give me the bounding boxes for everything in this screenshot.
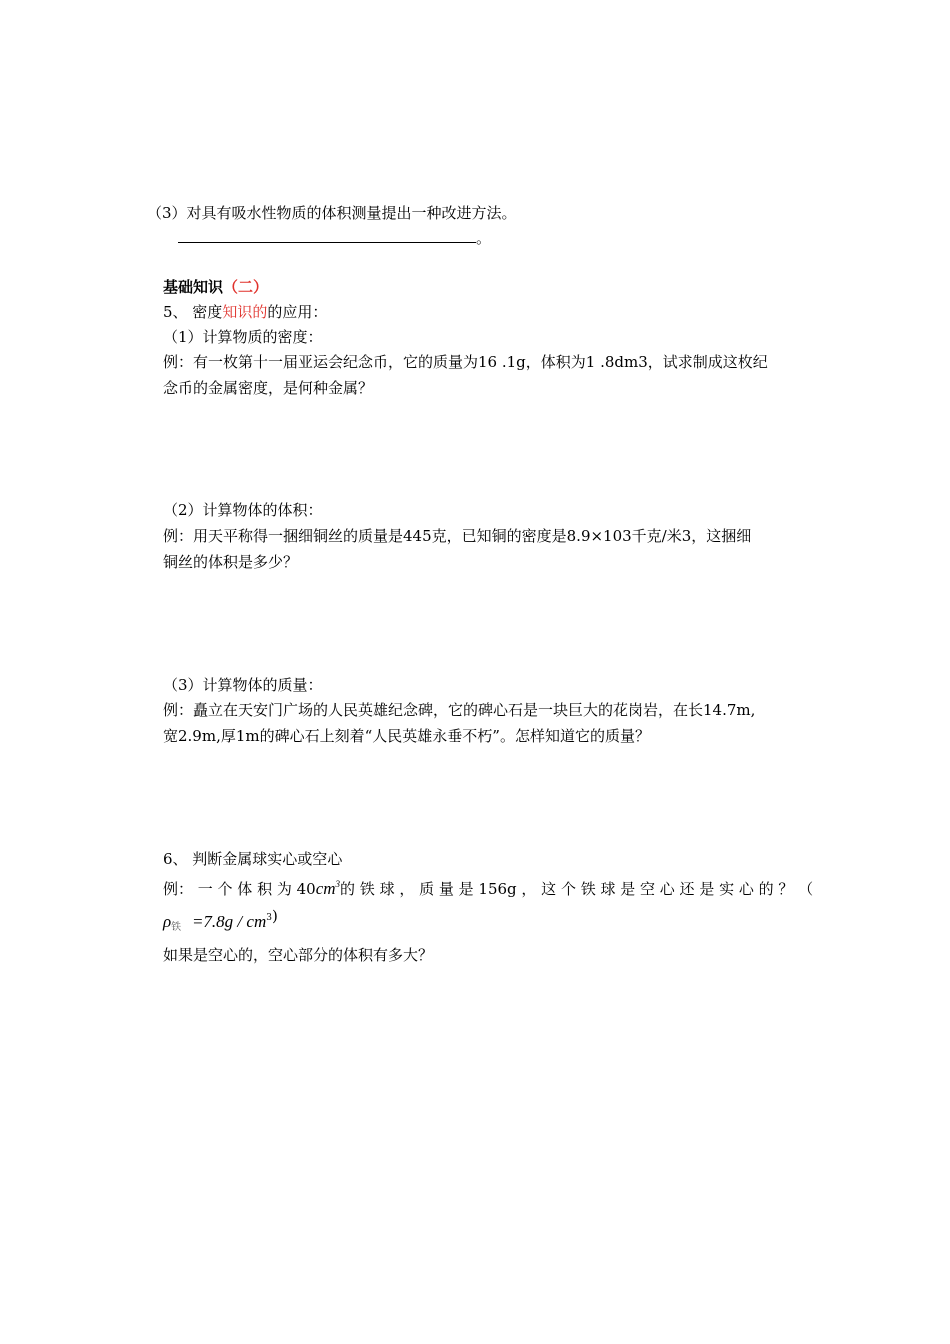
section-title-main: 基础知识: [163, 278, 224, 296]
sub-2-example-line-2: 铜丝的体积是多少？: [163, 553, 299, 571]
question-3-improve-method: （3）对具有吸水性物质的体积测量提出一种改进方法。: [147, 204, 517, 222]
sub-1-example-line-1: 例：有一枚第十一届亚运会纪念币，它的质量为16 .1g，体积为1 .8dm3，试求制成这枚纪: [163, 353, 768, 371]
sub-3-example-line-1: 例：矗立在天安门广场的人民英雄纪念碑，它的碑心石是一块巨大的花岗岩，在长14.7m,: [163, 701, 756, 719]
item-6-question: 如果是空心的，空心部分的体积有多大？: [163, 946, 434, 964]
sub-2-title: （2）计算物体的体积：: [163, 501, 323, 519]
volume-unit: [316, 879, 340, 898]
rho-subscript: 铁: [171, 922, 182, 933]
density-value: =7.8g / cm: [191, 912, 267, 931]
sub-3-title: （3）计算物体的质量：: [163, 676, 323, 694]
density-exponent: 3: [266, 913, 272, 923]
sub-1-example-line-2: 念币的金属密度，是何种金属？: [163, 379, 374, 397]
item-6-example-part-1: 例： 一 个 体 积 为 40: [163, 880, 316, 898]
volume-unit-exponent: 3: [335, 879, 341, 889]
item-5-heading: [163, 302, 327, 322]
iron-density-formula: [163, 906, 278, 938]
item-6-example-part-2: 的 铁 球 ， 质 量 是 156g ， 这 个 铁 球 是 空 心 还 是 实 心 的 ？ （: [340, 880, 814, 898]
volume-unit-base: cm: [315, 879, 336, 898]
answer-blank[interactable]: [178, 228, 476, 243]
blank-period: 。: [476, 229, 492, 247]
item-6-title: 6、 判断金属球实心或空心: [163, 850, 343, 868]
rho-symbol: ρ: [163, 912, 172, 931]
item-6-example: [163, 874, 813, 899]
item-5-suffix: 的应用：: [267, 303, 328, 321]
sub-2-example-line-1: 例：用天平称得一捆细铜丝的质量是445克，已知铜的密度是8.9×103千克/米3，这捆细: [163, 527, 752, 545]
sub-1-title: （1）计算物质的密度：: [163, 328, 323, 346]
section-title-number: （二）: [223, 278, 269, 296]
answer-blank-line: [178, 228, 491, 248]
item-5-prefix: 5、 密度: [163, 303, 223, 321]
item-5-highlight: 知识的: [222, 303, 268, 321]
section-title: [163, 277, 268, 297]
formula-close-paren: ): [271, 907, 278, 925]
sub-3-example-line-2: 宽2.9m,厚1m的碑心石上刻着“人民英雄永垂不朽”。怎样知道它的质量？: [163, 727, 650, 745]
